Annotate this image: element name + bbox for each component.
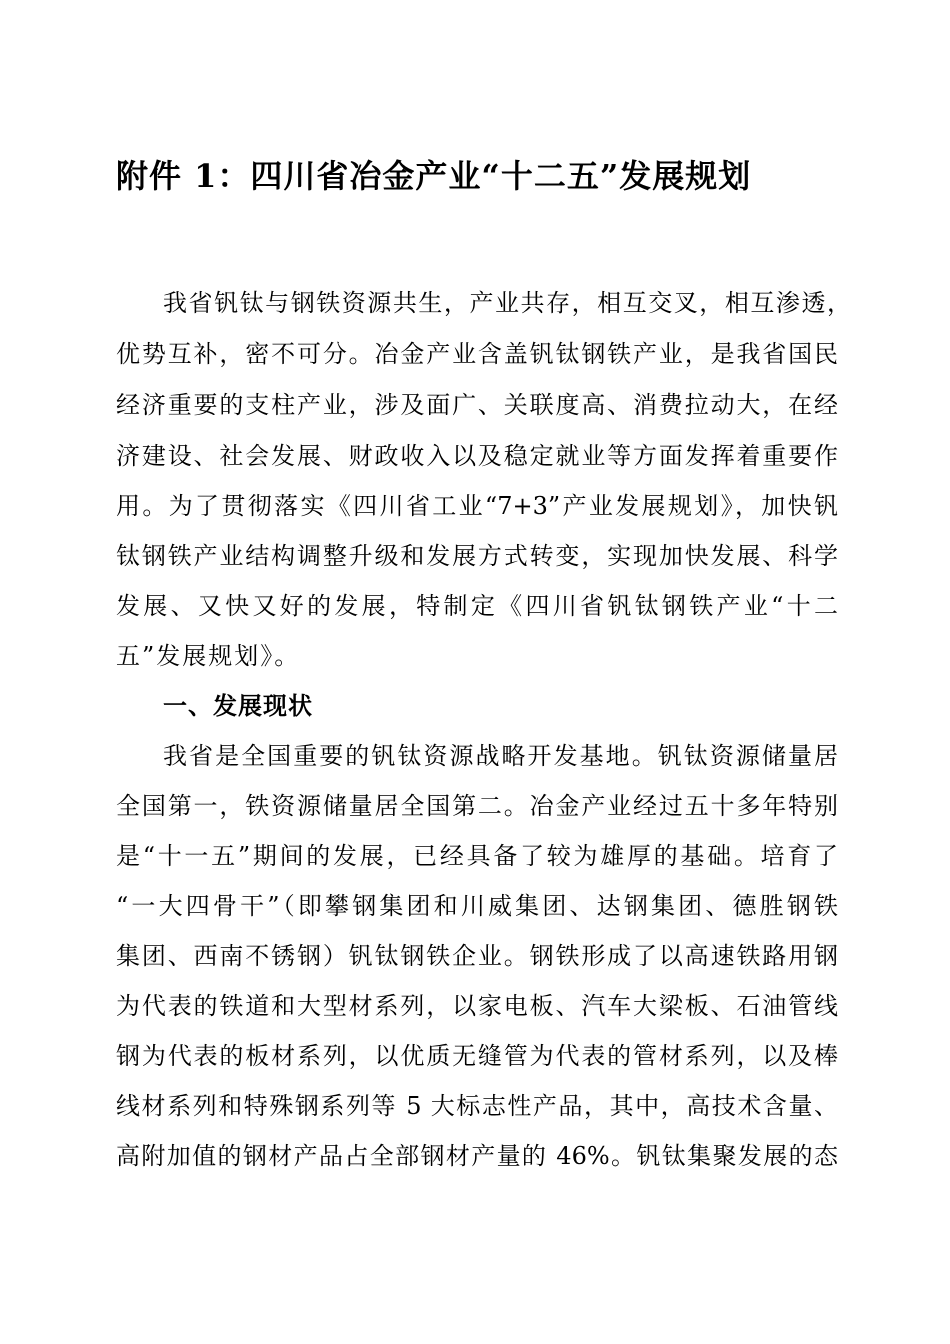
paragraph-1-line: 我省钒钛与钢铁资源共生，产业共存，相互交叉，相互渗透， bbox=[163, 289, 851, 317]
paragraph-2-line: 钢为代表的板材系列，以优质无缝管为代表的管材系列，以及棒 bbox=[116, 1042, 838, 1070]
paragraph-1-line: 发展、又快又好的发展，特制定《四川省钒钛钢铁产业“十二 bbox=[116, 592, 838, 620]
paragraph-2-line: 线材系列和特殊钢系列等 5 大标志性产品，其中，高技术含量、 bbox=[116, 1092, 838, 1120]
paragraph-1-line: 经济重要的支柱产业，涉及面广、关联度高、消费拉动大，在经 bbox=[116, 391, 838, 419]
paragraph-2-line: “一大四骨干”（即攀钢集团和川威集团、达钢集团、德胜钢铁 bbox=[116, 892, 838, 920]
paragraph-1-line: 优势互补，密不可分。冶金产业含盖钒钛钢铁产业，是我省国民 bbox=[116, 340, 838, 368]
paragraph-2-line: 是“十一五”期间的发展，已经具备了较为雄厚的基础。培育了 bbox=[116, 842, 838, 870]
paragraph-2-line: 高附加值的钢材产品占全部钢材产量的 46%。钒钛集聚发展的态 bbox=[116, 1142, 838, 1170]
paragraph-1-line: 钛钢铁产业结构调整升级和发展方式转变，实现加快发展、科学 bbox=[116, 542, 838, 570]
paragraph-2-line: 全国第一，铁资源储量居全国第二。冶金产业经过五十多年特别 bbox=[116, 792, 838, 820]
paragraph-1-line: 五”发展规划》。 bbox=[116, 642, 301, 670]
section-heading: 一、发展现状 bbox=[163, 691, 313, 720]
paragraph-2-line: 为代表的铁道和大型材系列，以家电板、汽车大梁板、石油管线 bbox=[116, 992, 838, 1020]
paragraph-1-line: 济建设、社会发展、财政收入以及稳定就业等方面发挥着重要作 bbox=[116, 442, 838, 470]
paragraph-2-line: 我省是全国重要的钒钛资源战略开发基地。钒钛资源储量居 bbox=[163, 742, 838, 770]
paragraph-1-line: 用。为了贯彻落实《四川省工业“7+3”产业发展规划》，加快钒 bbox=[116, 492, 838, 520]
paragraph-2-line: 集团、西南不锈钢）钒钛钢铁企业。钢铁形成了以高速铁路用钢 bbox=[116, 942, 838, 970]
document-title: 附件 1：四川省冶金产业“十二五”发展规划 bbox=[116, 157, 752, 195]
